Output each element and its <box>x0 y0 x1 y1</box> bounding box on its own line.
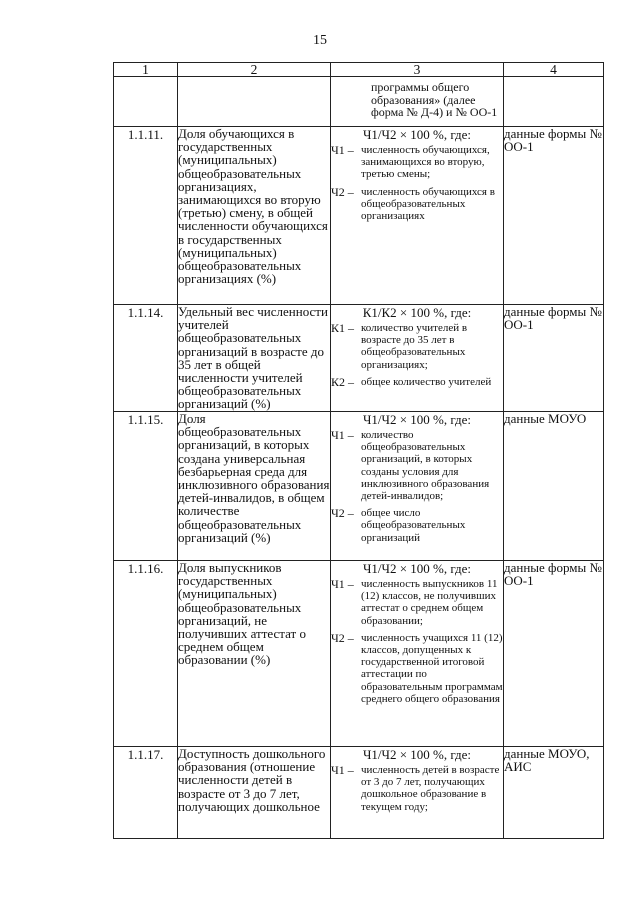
calculation-cell <box>331 305 504 412</box>
row-number: 1.1.15. <box>114 412 178 561</box>
definition-text: численность учащихся 11 (12) классов, допущенных к государственной итоговой аттестации по образовательным программам среднего общего образования <box>361 631 503 705</box>
definition <box>331 507 503 544</box>
definition-symbol: Ч1 – <box>331 428 354 442</box>
data-source: данные формы № ОО-1 <box>504 561 604 747</box>
column-header: 2 <box>178 63 331 77</box>
formula: Ч1/Ч2 × 100 %, где: <box>362 561 472 576</box>
row-number: 1.1.16. <box>114 561 178 747</box>
row-number: 1.1.14. <box>114 305 178 412</box>
definition-symbol: Ч2 – <box>331 184 354 199</box>
definition-text: общее количество учителей <box>361 375 492 388</box>
formula: Ч1/Ч2 × 100 %, где: <box>362 127 472 142</box>
definition-text: численность обучающихся в общеобразовательных организациях <box>361 185 495 223</box>
definition <box>331 429 503 502</box>
table-row <box>114 412 604 561</box>
continuation-row <box>114 77 604 127</box>
definition-symbol: Ч2 – <box>331 506 354 521</box>
calculation-cell <box>331 747 504 839</box>
definition <box>331 764 503 813</box>
calculation-cell <box>331 412 504 561</box>
definition <box>331 376 503 388</box>
definition <box>331 144 503 181</box>
definition <box>331 186 503 223</box>
definition-symbol: Ч1 – <box>331 143 354 157</box>
definition-text: численность выпускников 11 (12) классов, не получивших аттестат о среднем общем образовании; <box>361 578 498 627</box>
definition-text: численность детей в возрасте от 3 до 7 лет, получающих дошкольное образование в текущем году; <box>361 764 500 813</box>
continuation-text: программы общего образования» (далее форма № Д-4) и № ОО-1 <box>371 80 498 120</box>
formula: Ч1/Ч2 × 100 %, где: <box>362 412 472 427</box>
definition-symbol: Ч1 – <box>331 763 354 777</box>
definition <box>331 322 503 371</box>
indicator-name: Удельный вес численности учителей общеобразовательных организаций в возрасте до 35 лет в общей численности учителей общеобразовательных организаций (%) <box>178 305 331 412</box>
column-header: 4 <box>504 63 604 77</box>
formula: Ч1/Ч2 × 100 %, где: <box>362 747 472 762</box>
data-source: данные МОУО, АИС <box>504 747 604 839</box>
page-number: 15 <box>313 33 327 48</box>
indicators-table <box>113 62 604 839</box>
calculation-cell <box>331 127 504 305</box>
data-source: данные МОУО <box>504 412 604 561</box>
definition-text: количество общеобразовательных организаций, в которых созданы условия для инклюзивного образования детей-инвалидов; <box>361 429 490 503</box>
definition <box>331 632 503 705</box>
calculation-cell <box>331 561 504 747</box>
column-header: 1 <box>114 63 178 77</box>
indicator-name: Доступность дошкольного образования (отношение численности детей в возрасте от 3 до 7 лет, получающих дошкольное <box>178 747 331 839</box>
data-source: данные формы № ОО-1 <box>504 305 604 412</box>
row-number: 1.1.17. <box>114 747 178 839</box>
column-header: 3 <box>331 63 504 77</box>
indicator-name: Доля общеобразовательных организаций, в которых создана универсальная безбарьерная среда для инклюзивного образования детей-инвалидов, в общем количестве общеобразовательных организаций (%) <box>178 412 331 561</box>
indicator-name: Доля обучающихся в государственных (муниципальных) общеобразовательных организациях, занимающихся во вторую (третью) смену, в общей численности обучающихся в государственных (муниципальных) общеобразовательных организациях (%) <box>178 127 331 305</box>
header-row <box>114 63 604 77</box>
definition-symbol: К1 – <box>331 321 355 335</box>
definition-symbol: Ч2 – <box>331 630 354 645</box>
definition-text: общее число общеобразовательных организаций <box>361 507 466 544</box>
indicator-name: Доля выпускников государственных (муниципальных) общеобразовательных организаций, не получивших аттестат о среднем общем образовании (%) <box>178 561 331 747</box>
table-row <box>114 305 604 412</box>
definition-text: количество учителей в возрасте до 35 лет в общеобразовательных организациях; <box>361 322 468 371</box>
table-row <box>114 747 604 839</box>
definition-symbol: Ч1 – <box>331 577 354 591</box>
formula: К1/К2 × 100 %, где: <box>362 305 472 320</box>
table-row <box>114 127 604 305</box>
table-row <box>114 561 604 747</box>
row-number: 1.1.11. <box>114 127 178 305</box>
definition-text: численность обучающихся, занимающихся во вторую, третью смены; <box>361 144 490 181</box>
data-source: данные формы № ОО-1 <box>504 127 604 305</box>
definition <box>331 578 503 627</box>
definition-symbol: К2 – <box>331 374 355 389</box>
